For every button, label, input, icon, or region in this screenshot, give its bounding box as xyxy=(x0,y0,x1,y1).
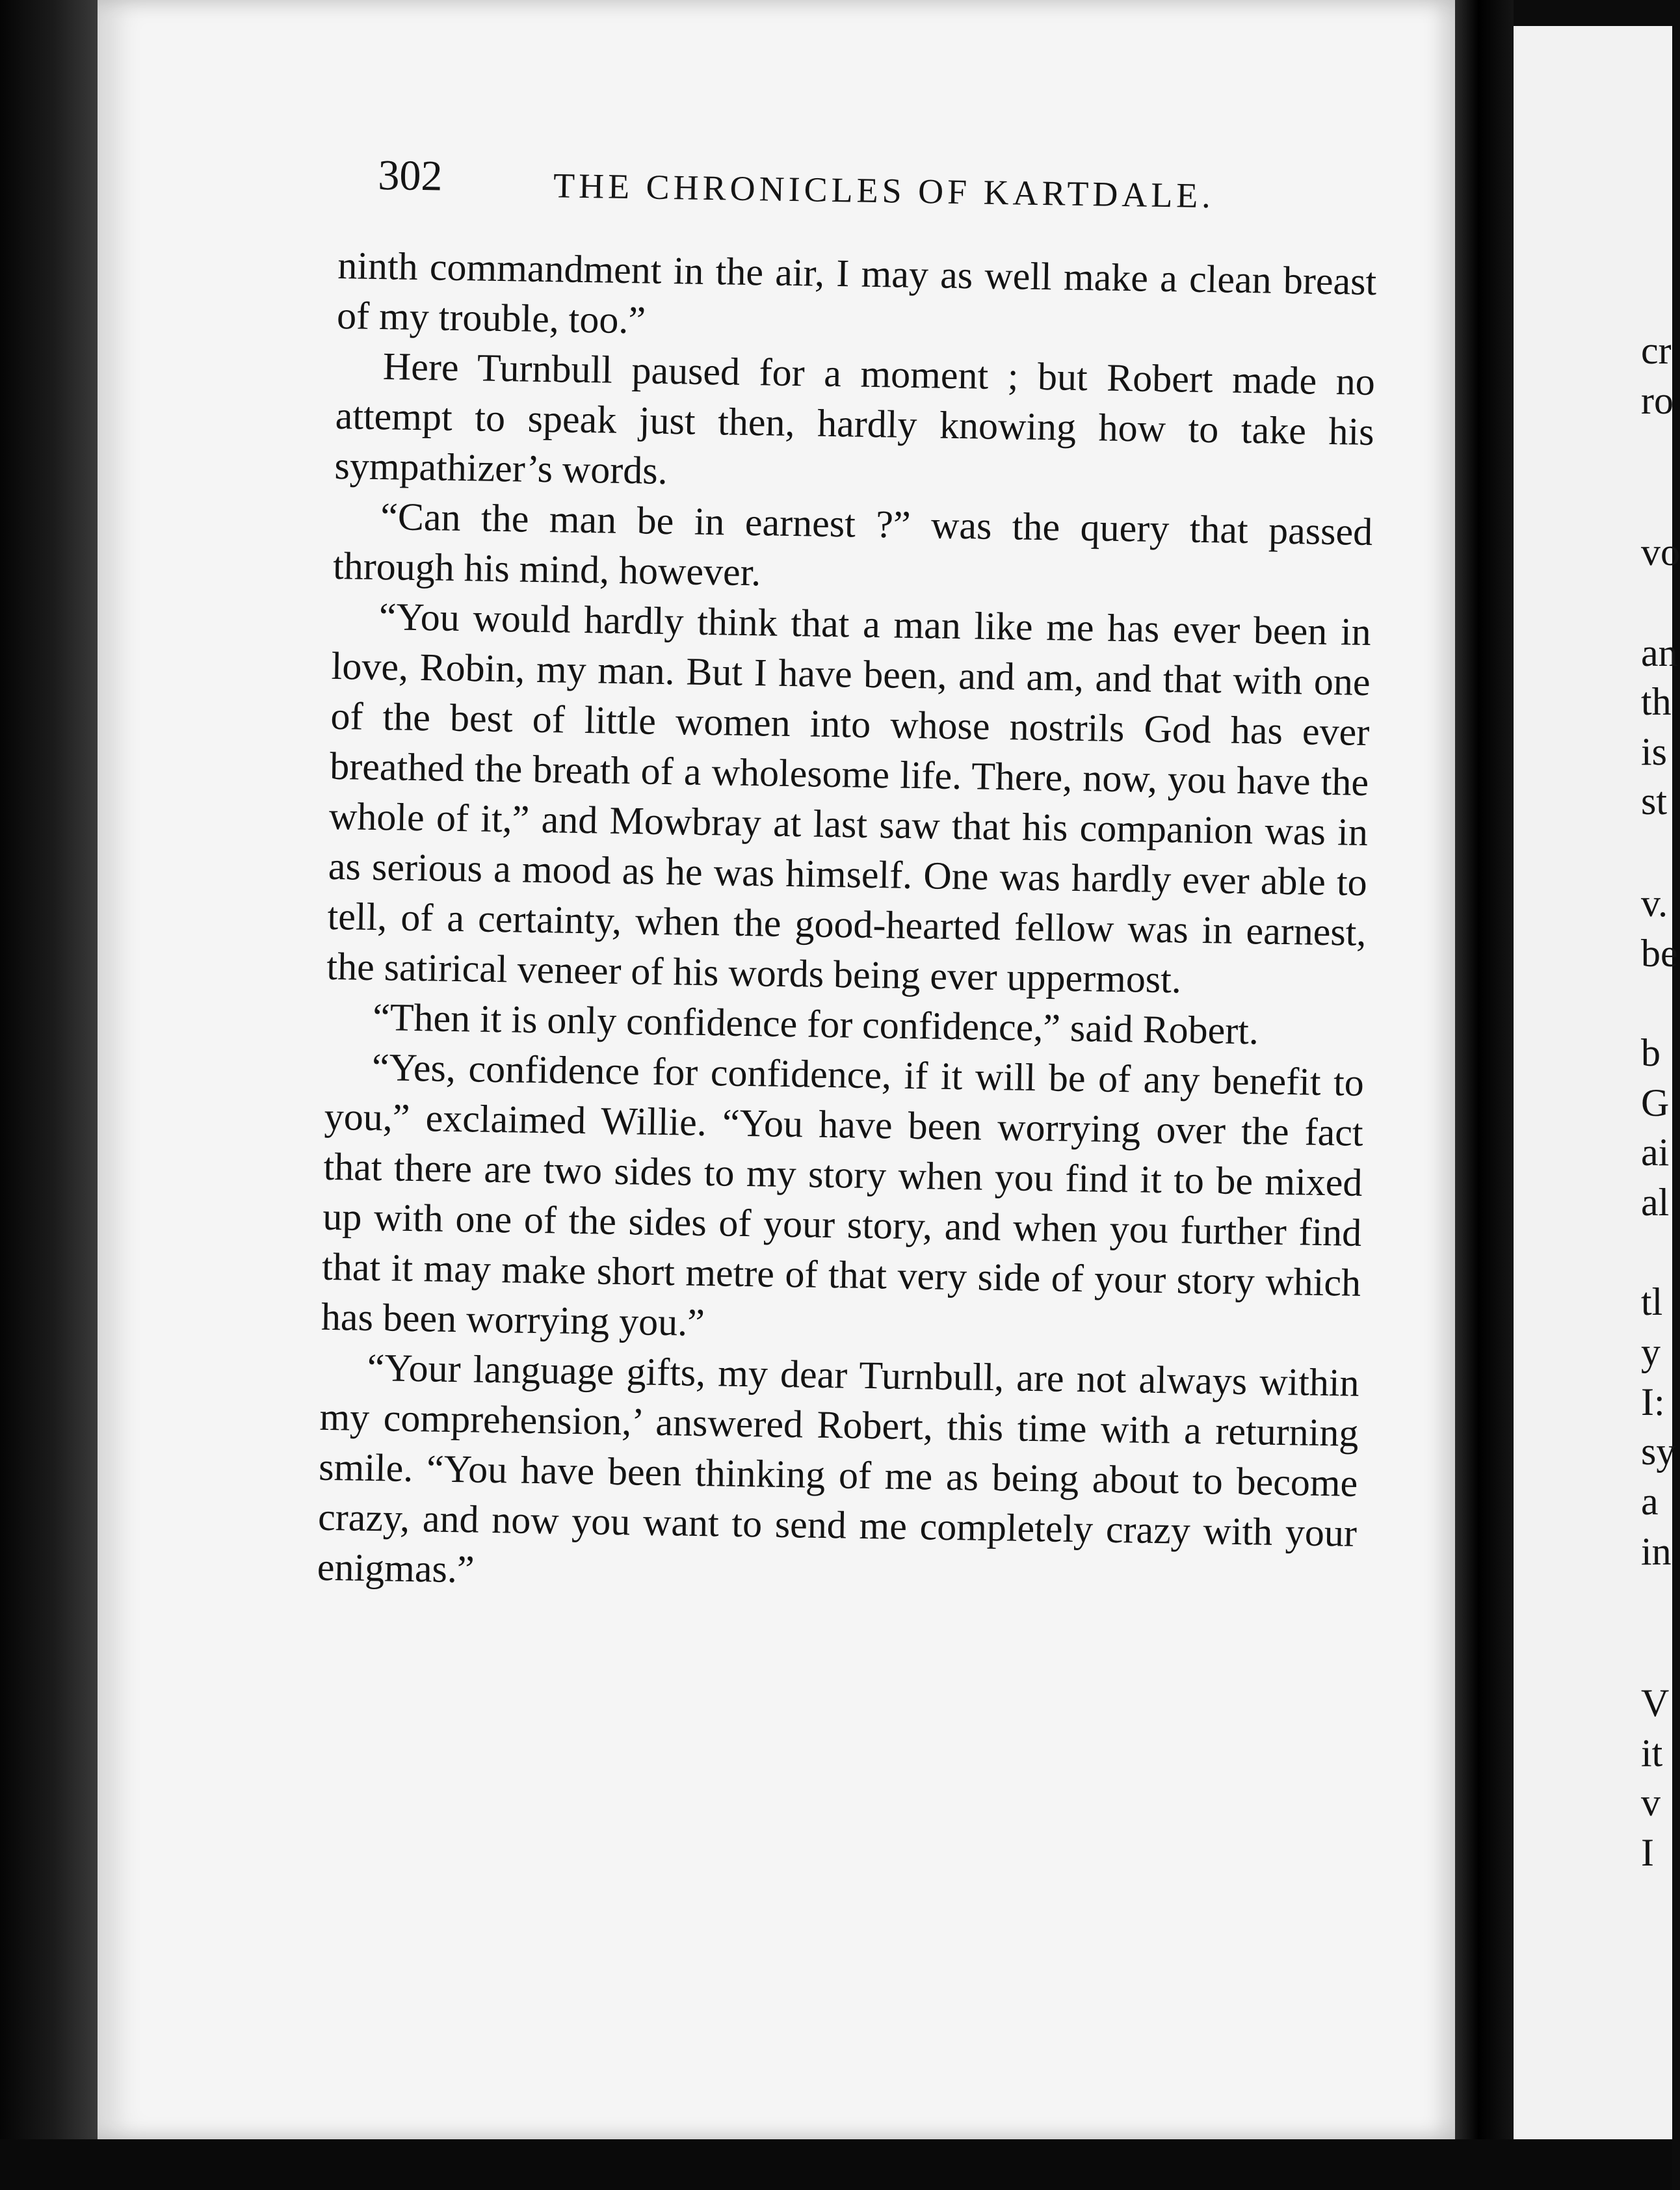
facing-fragment: V xyxy=(1641,1682,1670,1724)
body-text xyxy=(317,241,1376,1609)
paragraph: “Then it is only confidence for confidence,” said Robert. xyxy=(372,995,1259,1053)
paragraph: “Your language gifts, my dear Turnbull, are not always within my comprehension,’ answered Robert, this time with a returning smile. “You have been thinking of me as being about to become crazy, and now you want to send me completely crazy with your enigmas.” xyxy=(317,1345,1360,1591)
facing-fragment: in xyxy=(1641,1530,1672,1573)
book-spine-shadow xyxy=(0,0,98,2190)
facing-fragment: ai xyxy=(1641,1131,1670,1174)
paragraph: “You would hardly think that a man like me has ever been in love, Robin, my man. But I have been, and am, and that with one of the best of little women into whose nostrils God has ever breathed the breath of a wholesome life. There, now, you have the whole of it,” and Mowbray at last saw that his companion was in as serious a mood as he was himself. One was hardly ever able to tell, of a certainty, when the good-hearted fellow was in earnest, the satirical veneer of his words being ever uppermost. xyxy=(326,595,1372,1001)
paragraph: ninth commandment in the air, I may as well make a clean breast of my trouble, too.” xyxy=(336,243,1377,342)
facing-fragment: v xyxy=(1641,1781,1660,1824)
facing-fragment: al xyxy=(1641,1181,1670,1224)
facing-fragment: I xyxy=(1641,1831,1654,1874)
running-title: THE CHRONICLES OF KARTDALE. xyxy=(553,166,1215,216)
facing-fragment: v. xyxy=(1641,882,1668,925)
facing-fragment: vo xyxy=(1641,531,1680,574)
facing-fragment: th xyxy=(1641,680,1672,723)
facing-fragment: a xyxy=(1641,1480,1659,1523)
facing-page-text-edge xyxy=(1641,0,1680,2190)
facing-fragment: G xyxy=(1641,1081,1670,1124)
paragraph: “Can the man be in earnest ?” was the query that passed through his mind, however. xyxy=(332,495,1373,594)
facing-fragment: st xyxy=(1641,780,1668,823)
facing-fragment: cr xyxy=(1641,329,1672,372)
facing-fragment: I: xyxy=(1641,1380,1665,1423)
facing-fragment: y xyxy=(1641,1330,1660,1373)
book-gutter xyxy=(1455,0,1514,2190)
page-bottom-shadow xyxy=(0,2139,1672,2190)
paragraph: Here Turnbull paused for a moment ; but Robert made no attempt to speak just then, hardly knowing how to take his sympathizer’s words. xyxy=(334,345,1376,492)
facing-fragment: tl xyxy=(1641,1280,1663,1323)
facing-fragment: be xyxy=(1641,932,1678,975)
facing-fragment: ro xyxy=(1641,379,1673,422)
facing-fragment: sy xyxy=(1641,1430,1676,1473)
page-number: 302 xyxy=(377,151,443,200)
facing-fragment: it xyxy=(1641,1732,1663,1774)
paragraph: “Yes, confidence for confidence, if it will be of any benefit to you,” exclaimed Willie. “You have been worrying over the fact that there are two sides to my story when you find it to be mixed up with one of the sides of your story, and when you further find that it may make short metre of that very side of your story which has been worrying you.” xyxy=(321,1045,1365,1345)
facing-fragment: b xyxy=(1641,1031,1660,1074)
facing-fragment: an xyxy=(1641,631,1678,674)
facing-fragment: is xyxy=(1641,730,1668,773)
